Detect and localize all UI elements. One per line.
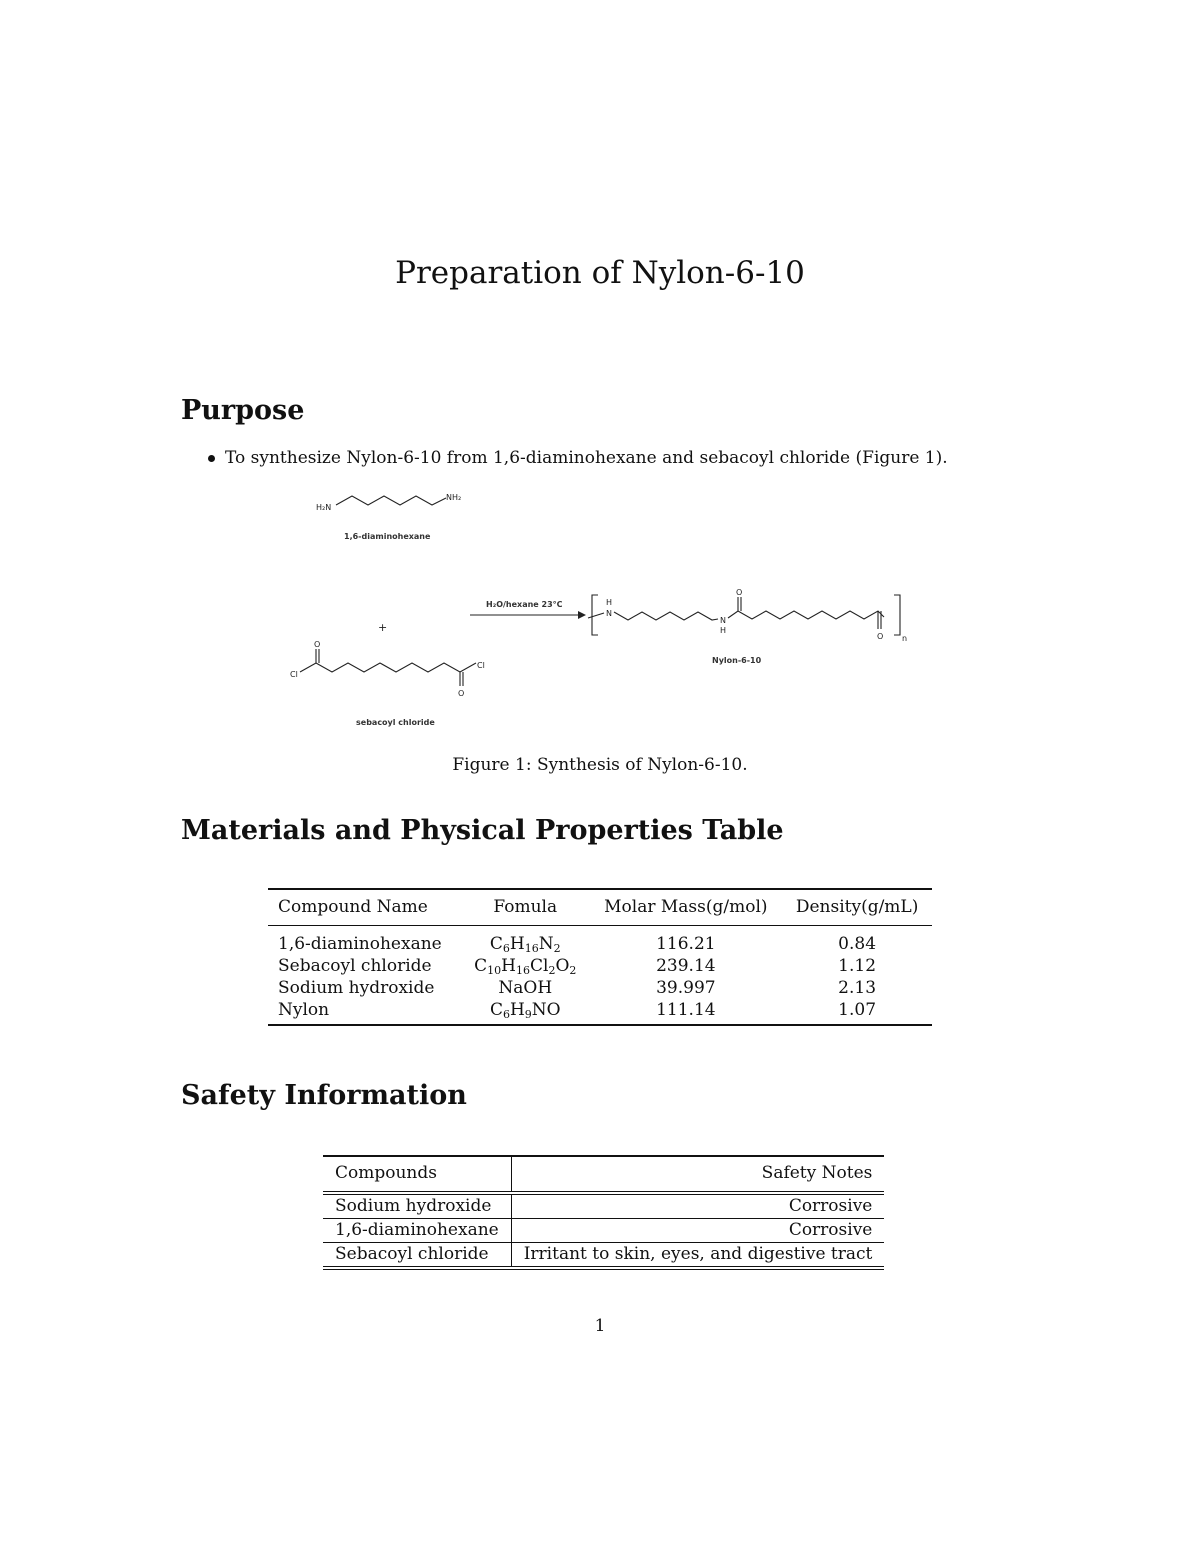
compound-cell: Sodium hydroxide [323,1193,511,1219]
compound-name-cell: Nylon [278,1000,330,1020]
compound-cell: 1,6-diaminohexane [323,1219,511,1243]
o-top-atom-label: O [736,588,743,597]
formula-subscript: 2 [569,964,577,977]
sebacoyl-chain [300,663,476,672]
figure-caption: Figure 1: Synthesis of Nylon-6-10. [452,755,748,775]
formula-subscript: 16 [524,942,539,955]
nh2-atom-label: NH₂ [446,493,462,502]
n-subscript-label: n [902,634,908,643]
purpose-bullet-text: To synthesize Nylon-6-10 from 1,6-diaminohexane and sebacoyl chloride (Figure 1). [225,448,948,468]
col-molar-mass: Molar Mass(g/mol) [589,889,782,926]
right-bracket [894,595,900,635]
formula-cell [461,955,589,977]
formula-element: C [489,934,503,954]
compound-name-cell: Sodium hydroxide [278,978,435,998]
density-cell: 0.84 [838,934,877,954]
conditions-label: H₂O/hexane 23°C [486,600,563,609]
formula-subscript: 16 [515,964,530,977]
formula-element: H [509,934,525,954]
n-right-atom-label: N [720,616,726,625]
diamine-label: 1,6-diaminohexane [344,532,431,541]
formula-subscript: 2 [548,964,556,977]
product-label: Nylon-6-10 [712,656,762,665]
col-compound-name: Compound Name [268,889,461,926]
formula-cell [461,999,589,1025]
formula-element: Cl [529,956,549,976]
safety-note-cell: Irritant to skin, eyes, and digestive tract [523,1244,873,1264]
formula-subscript: 2 [553,942,561,955]
density-cell: 1.07 [838,1000,877,1020]
plus-sign: + [378,621,388,634]
safety-table [323,1155,884,1270]
col-compounds: Compounds [323,1156,511,1193]
compound-name-cell: 1,6-diaminohexane [278,934,442,954]
density-cell: 1.12 [838,956,877,976]
formula-element: H [509,1000,525,1020]
n-left-atom-label: N [606,609,612,618]
arrow-head-icon [578,611,586,619]
table-row [323,1243,884,1269]
safety-note-cell: Corrosive [511,1193,884,1219]
formula-cell [461,926,589,956]
molar-mass-cell: 111.14 [656,1000,716,1020]
h2n-atom-label: H₂N [316,503,332,512]
properties-header-row [268,889,932,926]
formula-subscript: 6 [502,942,510,955]
formula-element: N [538,934,554,954]
col-density: Density(g/mL) [782,889,932,926]
diamine-chain [336,496,446,505]
o-bottom-atom-label: O [877,632,884,641]
o-right-atom-label: O [458,689,465,698]
formula-element: C [474,956,488,976]
safety-header-row [323,1156,884,1193]
compound-name-cell: Sebacoyl chloride [278,956,432,976]
formula-subscript: 9 [524,1008,532,1021]
product-diacid-chain [728,611,884,619]
table-row [268,977,932,999]
safety-note-cell: Corrosive [511,1219,884,1243]
density-cell: 2.13 [838,978,877,998]
page-title: Preparation of Nylon-6-10 [395,255,805,291]
sebacoyl-label: sebacoyl chloride [356,718,435,727]
cl-left-atom-label: Cl [290,670,298,679]
formula-element: NaOH [498,978,553,998]
table-row [323,1219,884,1243]
h-right-atom-label: H [720,626,727,635]
materials-heading: Materials and Physical Properties Table [181,815,784,846]
compound-cell: Sebacoyl chloride [323,1243,511,1269]
formula-subscript: 10 [487,964,502,977]
table-row [268,999,932,1025]
formula-element: NO [531,1000,561,1020]
page-number: 1 [594,1316,606,1336]
col-formula: Fomula [461,889,589,926]
product-diamine-chain [614,612,718,620]
formula-element: H [501,956,516,976]
h-left-atom-label: H [606,598,613,607]
table-row [268,926,932,956]
purpose-bullet [208,448,948,468]
formula-element: O [555,956,570,976]
table-row [323,1193,884,1219]
formula-subscript: 6 [502,1008,510,1021]
cl-right-atom-label: Cl [477,661,485,670]
purpose-heading: Purpose [181,395,305,426]
left-end-bond [588,613,604,618]
col-safety-notes: Safety Notes [511,1156,884,1193]
formula-cell [461,977,589,999]
properties-table [268,888,932,1026]
molar-mass-cell: 116.21 [656,934,716,954]
molar-mass-cell: 239.14 [656,956,716,976]
molar-mass-cell: 39.997 [656,978,716,998]
synthesis-figure [280,485,920,735]
table-row [268,955,932,977]
o-left-atom-label: O [314,640,321,649]
bullet-dot-icon [208,455,215,462]
safety-heading: Safety Information [181,1080,467,1111]
formula-element: C [489,1000,503,1020]
